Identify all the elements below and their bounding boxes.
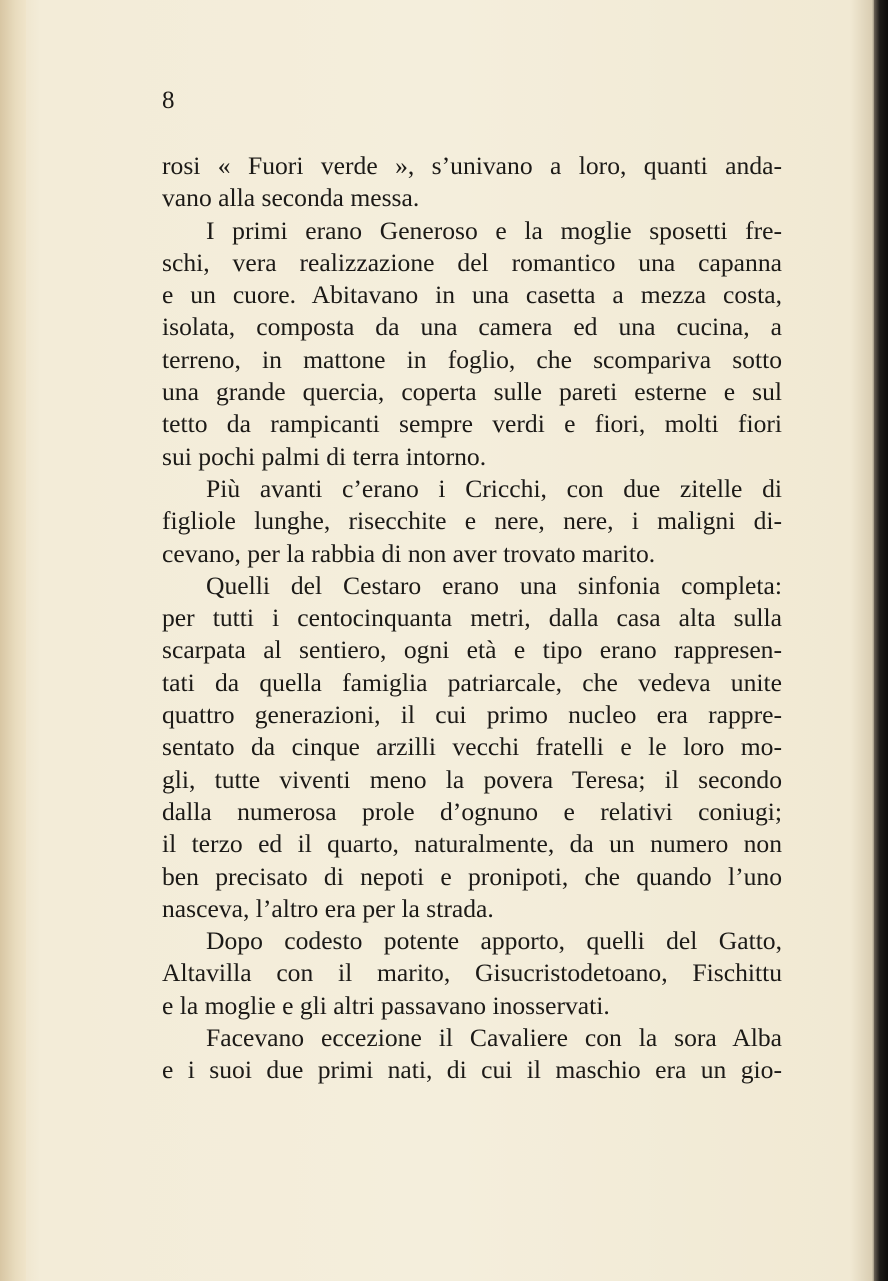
text-line: Dopo codesto potente apporto, quelli del Gatto, bbox=[206, 926, 782, 956]
text-line: rosi « Fuori verde », s’univano a loro, quanti anda- bbox=[162, 151, 782, 180]
text-line: sui pochi palmi di terra intorno. bbox=[162, 441, 487, 471]
page-right-shadow bbox=[874, 0, 888, 1281]
text-line: Quelli del Cestaro erano una sinfonia completa: bbox=[206, 570, 782, 600]
text-line: vano alla seconda messa. bbox=[162, 183, 420, 213]
text-line: quattro generazioni, il cui primo nucleo era rappre- bbox=[162, 700, 782, 730]
text-line: tetto da rampicanti sempre verdi e fiori, molti fiori bbox=[162, 409, 782, 439]
text-line: e un cuore. Abitavano in una casetta a mezza costa, bbox=[162, 280, 782, 310]
text-line: cevano, per la rabbia di non aver trovato marito. bbox=[162, 538, 656, 568]
text-line: gli, tutte viventi meno la povera Teresa; il secondo bbox=[162, 764, 782, 794]
body-text bbox=[162, 150, 782, 1087]
text-line: ben precisato di nepoti e pronipoti, che quando l’uno bbox=[162, 861, 782, 891]
text-line: per tutti i centocinquanta metri, dalla casa alta sulla bbox=[162, 603, 782, 633]
text-line: schi, vera realizzazione del romantico una capanna bbox=[162, 247, 782, 277]
text-line: una grande quercia, coperta sulle pareti esterne e sul bbox=[162, 377, 782, 407]
text-line: il terzo ed il quarto, naturalmente, da un numero non bbox=[162, 829, 782, 859]
text-line: figliole lunghe, risecchite e nere, nere, i maligni di- bbox=[162, 506, 782, 536]
text-line: nasceva, l’altro era per la strada. bbox=[162, 893, 494, 923]
text-line: Facevano eccezione il Cavaliere con la sora Alba bbox=[206, 1023, 782, 1053]
text-line: isolata, composta da una camera ed una cucina, a bbox=[162, 312, 782, 342]
text-line: sentato da cinque arzilli vecchi fratelli e le loro mo- bbox=[162, 732, 782, 762]
text-line: e i suoi due primi nati, di cui il maschio era un gio- bbox=[162, 1055, 782, 1085]
text-line: dalla numerosa prole d’ognuno e relativi coniugi; bbox=[162, 796, 782, 826]
text-line: Altavilla con il marito, Gisucristodetoano, Fischittu bbox=[162, 958, 782, 988]
text-line: tati da quella famiglia patriarcale, che vedeva unite bbox=[162, 667, 782, 697]
text-line: terreno, in mattone in foglio, che scompariva sotto bbox=[162, 344, 782, 374]
page-number: 8 bbox=[162, 87, 175, 114]
text-line: e la moglie e gli altri passavano inosservati. bbox=[162, 990, 610, 1020]
text-line: scarpata al sentiero, ogni età e tipo erano rappresen- bbox=[162, 635, 782, 665]
text-line: I primi erano Generoso e la moglie sposetti fre- bbox=[206, 215, 782, 245]
text-line: Più avanti c’erano i Cricchi, con due zitelle di bbox=[206, 473, 782, 503]
page-gutter-edge bbox=[0, 0, 26, 1281]
